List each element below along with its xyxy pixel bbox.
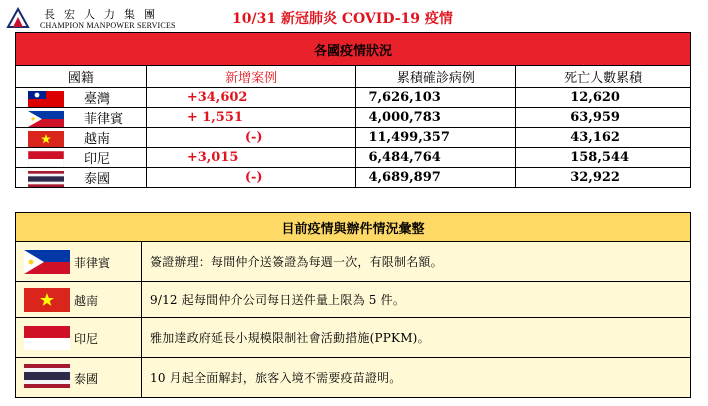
company-logo [6, 6, 236, 32]
page-title: 10/31 新冠肺炎 COVID-19 疫情 [232, 11, 453, 27]
taiwan-flag-icon [28, 91, 64, 107]
country-name: 泰國 [74, 372, 99, 386]
vietnam-flag-icon [28, 131, 64, 147]
deaths-value: 32,922 [516, 168, 691, 188]
philippines-flag-icon [24, 250, 70, 274]
country-cell [16, 148, 147, 168]
total-cases-value: 4,689,897 [356, 168, 516, 188]
thailand-flag-icon [28, 171, 64, 187]
table-row [16, 128, 691, 148]
new-cases-value: +34,602 [146, 88, 356, 108]
policy-summary-table [15, 212, 691, 398]
total-cases-value: 7,626,103 [356, 88, 516, 108]
new-cases-value: + 1,551 [146, 108, 356, 128]
logo-chinese-text: 長宏人力集團 [44, 8, 164, 21]
deaths-value: 63,959 [516, 108, 691, 128]
country-cell [16, 108, 147, 128]
vietnam-flag-icon [24, 288, 70, 312]
table-row [16, 148, 691, 168]
country-name: 印尼 [84, 152, 111, 167]
country-cell [16, 128, 147, 148]
section1-heading: 各國疫情狀況 [16, 33, 691, 66]
total-cases-value: 6,484,764 [356, 148, 516, 168]
deaths-value: 158,544 [516, 148, 691, 168]
country-name: 泰國 [84, 172, 111, 187]
policy-text: 9/12 起每間仲介公司每日送件量上限為 5 件。 [142, 282, 691, 318]
table-row [16, 168, 691, 188]
country-name: 臺灣 [84, 92, 111, 107]
col-header-country: 國籍 [16, 66, 147, 88]
table-row [16, 318, 691, 358]
country-name: 越南 [74, 294, 99, 308]
country-cell [16, 88, 147, 108]
deaths-value: 12,620 [516, 88, 691, 108]
country-name: 菲律賓 [74, 256, 111, 270]
country-name: 印尼 [74, 332, 99, 346]
col-header-total-cases: 累積確診病例 [356, 66, 516, 88]
table-row [16, 88, 691, 108]
thailand-flag-icon [24, 364, 70, 388]
country-cell [16, 168, 147, 188]
country-status-table [15, 32, 691, 188]
philippines-flag-icon [28, 111, 64, 127]
col-header-new-cases: 新增案例 [146, 66, 356, 88]
new-cases-value: (-) [146, 168, 356, 188]
policy-text: 雅加達政府延長小規模限制社會活動措施(PPKM)。 [142, 318, 691, 358]
new-cases-value: (-) [146, 128, 356, 148]
policy-text: 10 月起全面解封，旅客入境不需要疫苗證明。 [142, 358, 691, 398]
logo-mark-icon [6, 7, 30, 29]
table-row [16, 358, 691, 398]
total-cases-value: 4,000,783 [356, 108, 516, 128]
country-name: 越南 [84, 132, 111, 147]
total-cases-value: 11,499,357 [356, 128, 516, 148]
table-header-row [16, 66, 691, 88]
table-row [16, 242, 691, 282]
indonesia-flag-icon [28, 151, 64, 167]
country-cell [16, 318, 142, 358]
indonesia-flag-icon [24, 326, 70, 350]
col-header-deaths: 死亡人數累積 [516, 66, 691, 88]
table-row [16, 282, 691, 318]
new-cases-value: +3,015 [146, 148, 356, 168]
country-cell [16, 358, 142, 398]
country-cell [16, 282, 142, 318]
policy-text: 簽證辦理：每間仲介送簽證為每週一次，有限制名額。 [142, 242, 691, 282]
country-cell [16, 242, 142, 282]
table-row [16, 108, 691, 128]
country-name: 菲律賓 [84, 112, 124, 127]
section2-heading: 目前疫情與辦件情況彙整 [16, 213, 691, 242]
logo-english-text: CHAMPION MANPOWER SERVICES [40, 21, 176, 30]
deaths-value: 43,162 [516, 128, 691, 148]
